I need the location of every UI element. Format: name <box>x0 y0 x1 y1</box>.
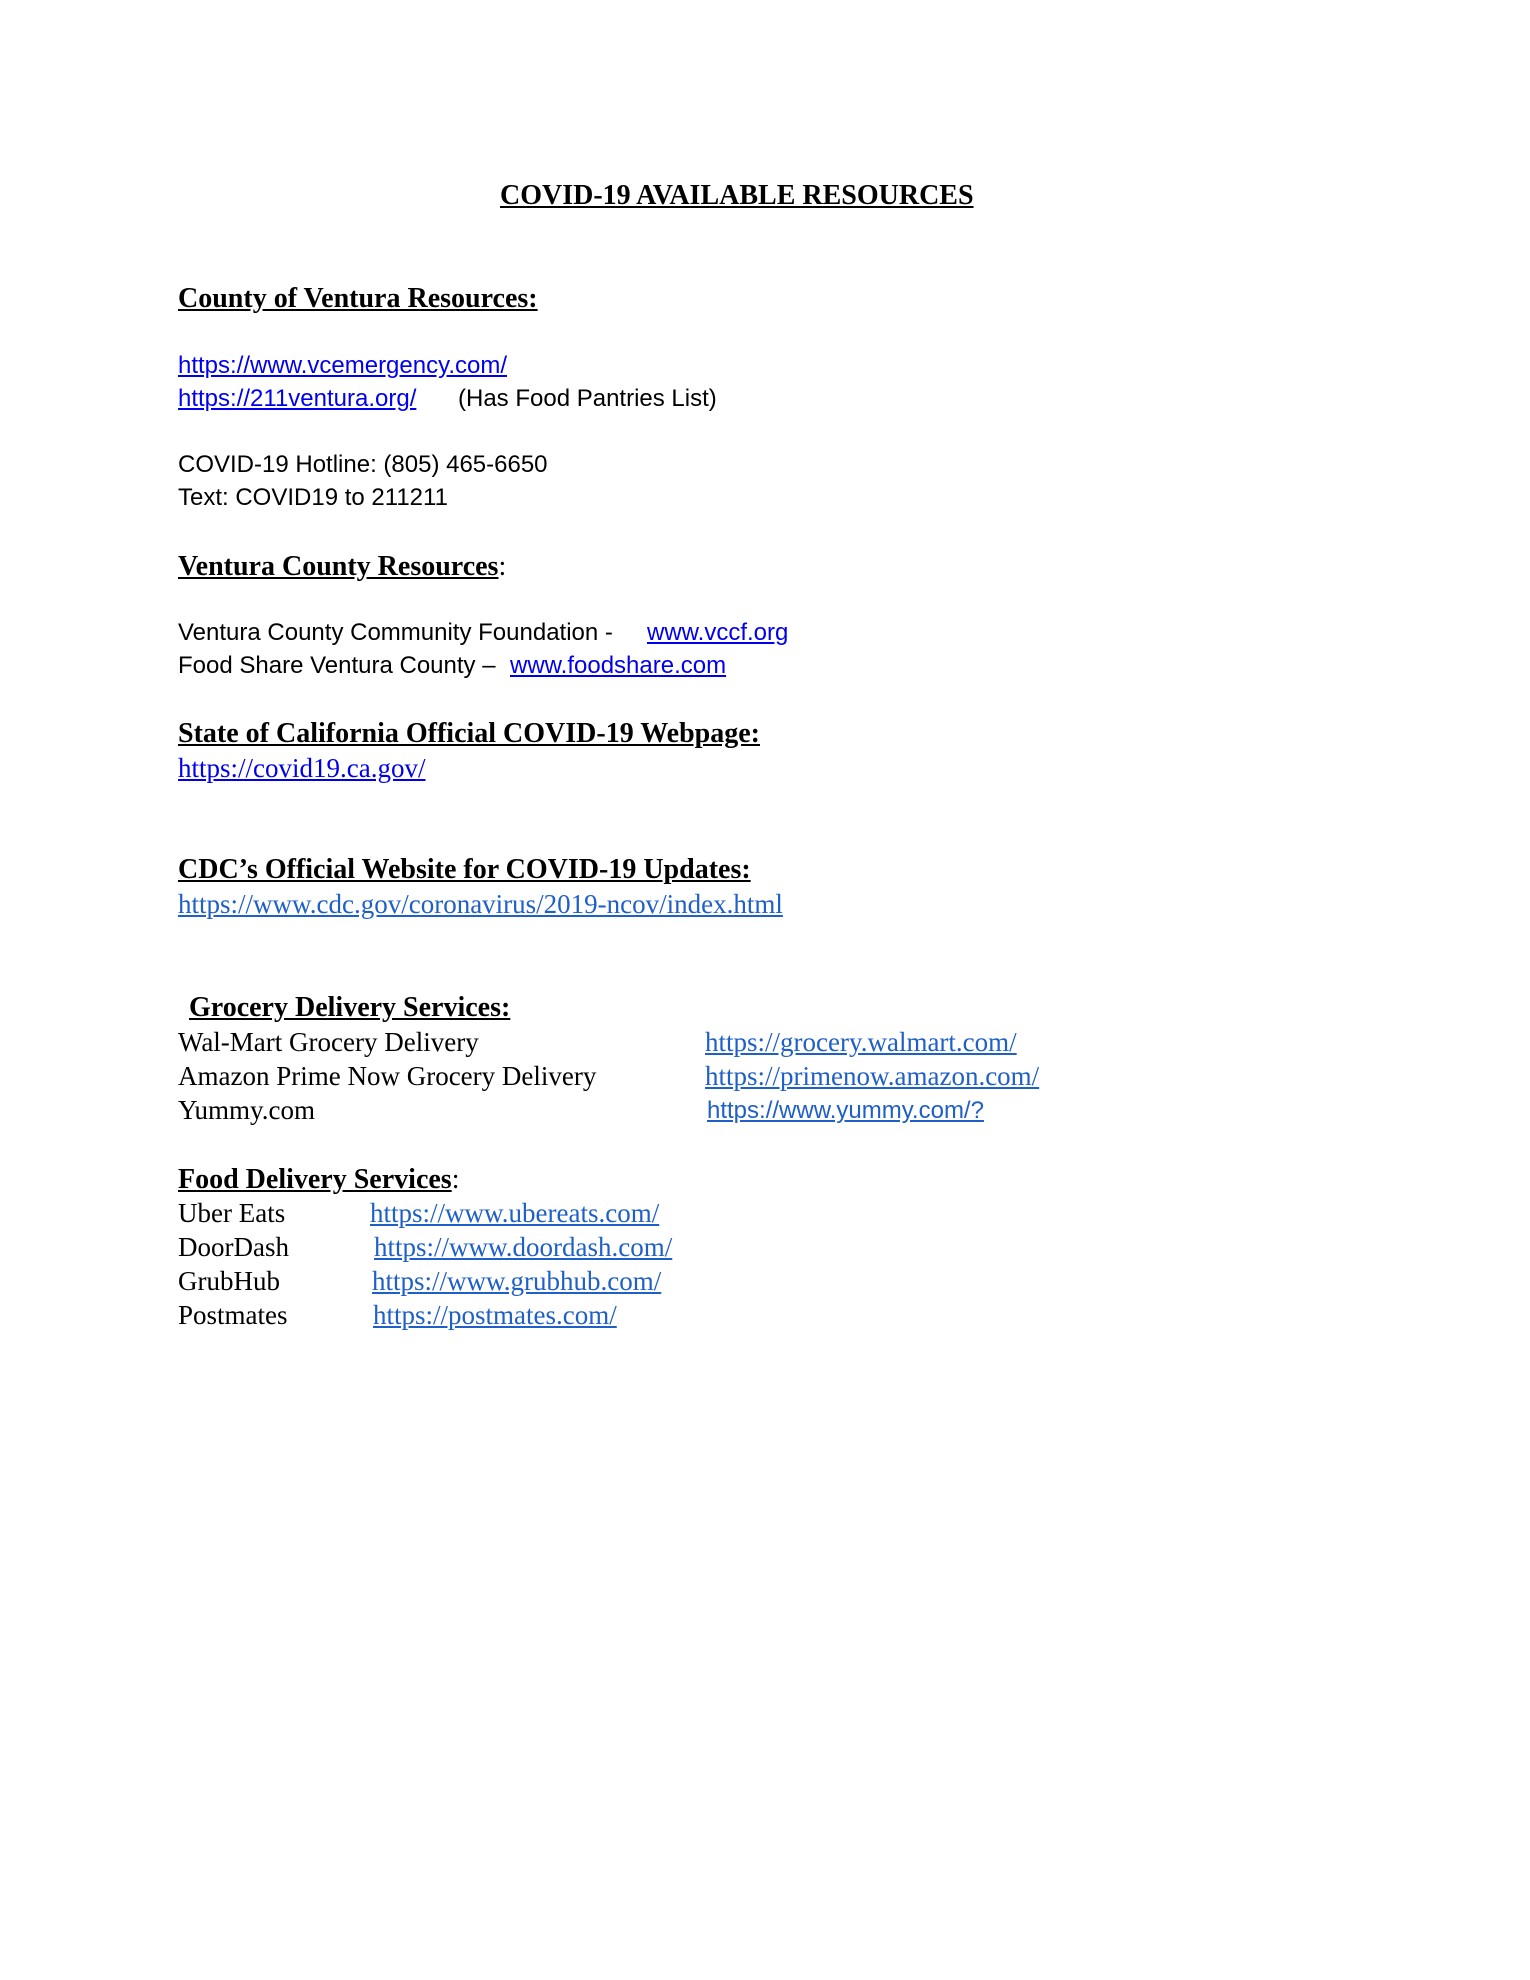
cdc-link[interactable]: https://www.cdc.gov/coronavirus/2019-ncov/index.html <box>178 889 783 919</box>
food-delivery-heading: Food Delivery Services <box>178 1164 452 1195</box>
postmates-link[interactable]: https://postmates.com/ <box>373 1300 617 1330</box>
amazon-prime-now-link[interactable]: https://primenow.amazon.com/ <box>705 1061 1040 1091</box>
grocery-delivery-heading: Grocery Delivery Services: <box>189 992 511 1023</box>
vccf-link[interactable]: www.vccf.org <box>647 619 789 646</box>
grubhub-link[interactable]: https://www.grubhub.com/ <box>372 1266 662 1296</box>
cdc-heading: CDC’s Official Website for COVID-19 Updates: <box>178 854 751 885</box>
yummy-link[interactable]: https://www.yummy.com/? <box>707 1097 984 1124</box>
walmart-grocery-link[interactable]: https://grocery.walmart.com/ <box>705 1027 1017 1057</box>
ventura-county-heading-suffix: : <box>498 551 507 582</box>
foodshare-link[interactable]: www.foodshare.com <box>510 652 727 679</box>
doordash-link[interactable]: https://www.doordash.com/ <box>374 1232 673 1262</box>
covid19-ca-gov-link[interactable]: https://covid19.ca.gov/ <box>178 753 426 783</box>
walmart-grocery-label: Wal-Mart Grocery Delivery <box>178 1027 479 1057</box>
ventura-county-heading: Ventura County Resources <box>178 551 499 582</box>
state-of-california-heading: State of California Official COVID-19 Webpage: <box>178 718 760 749</box>
grubhub-label: GrubHub <box>178 1266 280 1296</box>
uber-eats-link[interactable]: https://www.ubereats.com/ <box>370 1198 660 1228</box>
vcemergency-link[interactable]: https://www.vcemergency.com/ <box>178 352 507 379</box>
doordash-label: DoorDash <box>178 1232 289 1262</box>
county-of-ventura-heading: County of Ventura Resources: <box>178 283 538 314</box>
postmates-label: Postmates <box>178 1300 288 1330</box>
food-pantries-note: (Has Food Pantries List) <box>458 385 717 412</box>
amazon-prime-now-label: Amazon Prime Now Grocery Delivery <box>178 1061 597 1091</box>
food-delivery-heading-row <box>178 1166 459 1194</box>
text-line: Text: COVID19 to 211211 <box>178 484 448 511</box>
uber-eats-label: Uber Eats <box>178 1198 286 1228</box>
vccf-label: Ventura County Community Foundation - <box>178 619 613 646</box>
covid-hotline: COVID-19 Hotline: (805) 465-6650 <box>178 451 548 478</box>
ventura-county-heading-row <box>178 553 506 581</box>
page-title: COVID-19 AVAILABLE RESOURCES <box>500 180 974 211</box>
yummy-label: Yummy.com <box>178 1095 315 1125</box>
foodshare-label: Food Share Ventura County – <box>178 652 496 679</box>
food-delivery-heading-suffix: : <box>451 1164 460 1195</box>
211ventura-link[interactable]: https://211ventura.org/ <box>178 385 417 412</box>
